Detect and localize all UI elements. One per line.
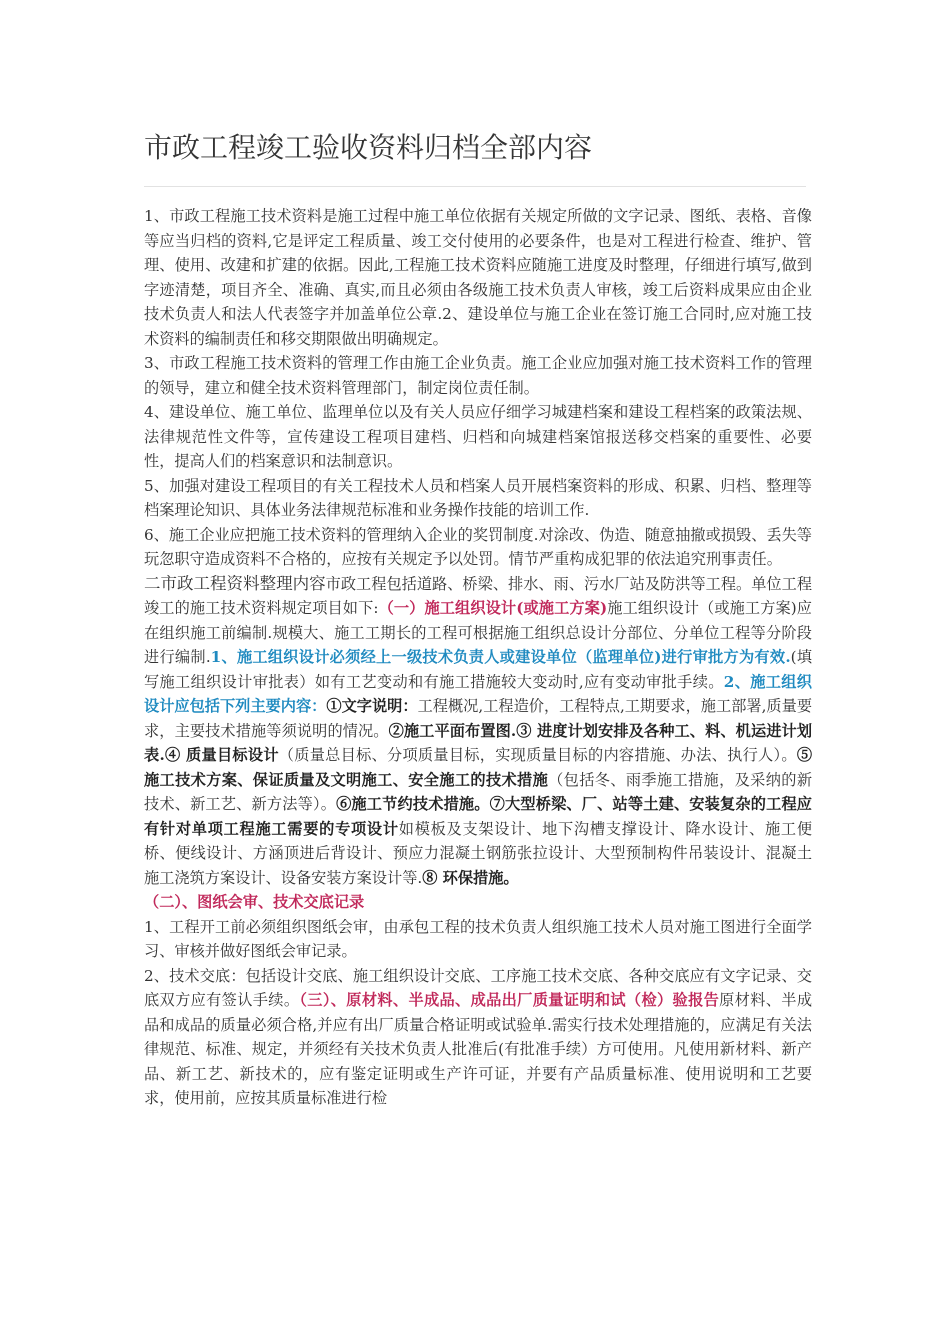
section-2-bold-3: ⑤施工技术方案、保证质量及文明施工、安全施工的技术措施 <box>144 746 812 789</box>
paragraph-drawing-review: 1、工程开工前必须组织图纸会审，由承包工程的技术负责人组织施工技术人员对施工图进行全面学习、审核并做好图纸会审记录。 <box>144 917 812 960</box>
paragraph-section-2 <box>144 572 812 891</box>
subheading-materials: （三）、原材料、半成品、成品出厂质量证明和试（检）验报告 <box>299 991 720 1009</box>
paragraph-1: 1、市政工程施工技术资料是施工过程中施工单位依据有关规定所做的文字记录、图纸、表格、音像等应当归档的资料,它是评定工程质量、竣工交付使用的必要条件，也是对工程进行检查、维护、管理、使用、改建和扩建的依据。因此,工程施工技术资料应随施工进度及时整理，仔细进行填写,做到字迹清楚，项目齐全、准确、真实,而且必须由各级施工技术负责人审核，竣工后资料成果应由企业技术负责人和法人代表签字并加盖单位公章.2、建设单位与施工企业在签订施工合同时,应对施工技术资料的编制责任和移交期限做出明确规定。 <box>144 207 812 348</box>
subheading-drawing-review: （二）、图纸会审、技术交底记录 <box>144 893 365 911</box>
title-divider <box>144 186 806 187</box>
section-2-text-5: （质量总目标、分项质量目标，实现质量目标的内容措施、办法、执行人）。 <box>278 746 797 764</box>
paragraph-4: 4、建设单位、施工单位、监理单位以及有关人员应仔细学习城建档案和建设工程档案的政策法规、法律规范性文件等，宣传建设工程项目建档、归档和向城建档案馆报送移交档案的重要性、必要性，提高人们的档案意识和法制意识。 <box>144 403 812 470</box>
page-title: 市政工程竣工验收资料归档全部内容 <box>144 131 593 164</box>
section-2-bold-2: ②施工平面布置图.③ 进度计划安排及各种工、料、机运进计划表.④ 质量目标设计 <box>144 721 813 764</box>
section-2-text-6: （包括冬、雨季施工措施，及采纳的新技术、新工艺、新方法等）。 <box>144 770 813 813</box>
section-2-text-3: (填写施工组织设计审批表）如有工艺变动和有施工措施较大变动时,应有变动审批手续。 <box>144 648 813 691</box>
paragraph-5: 5、加强对建设工程项目的有关工程技术人员和档案人员开展档案资料的形成、积累、归档、整理等档案理论知识、具体业务法律规范标准和业务操作技能的培训工作. <box>144 476 812 519</box>
materials-text: 原材料、半成品和成品的质量必须合格,并应有出厂质量合格证明或试验单.需实行技术处理措施的，应满足有关法律规范、标准、规定，并须经有关技术负责人批准后(有批准手续）方可使用。凡使用新材料、新产品、新工艺、新技术的，应有鉴定证明或生产许可证，并要有产品质量标准、使用说明和工艺要求，使用前，应按其质量标准进行检 <box>144 991 813 1107</box>
section-2-text-1: 市政工程包括道路、桥梁、排水、雨、污水厂站及防洪等工程。单位工程竣工的施工技术资料规定项目如下: <box>144 574 813 617</box>
section-2-heading: 二市政工程资料整理内容 <box>144 573 326 593</box>
tech-disclosure-text: 2、技术交底：包括设计交底、施工组织设计交底、工序施工技术交底、各种交底应有文字记录、交底双方应有签认手续。 <box>144 966 812 1009</box>
section-2-subheading-1: （一）施工组织设计(或施工方案) <box>378 599 608 617</box>
section-2-text-2: 施工组织设计（或施工方案)应在组织施工前编制.规模大、施工工期长的工程可根据施工组织总设计分部位、分单位工程等分阶段进行编制. <box>144 599 812 666</box>
paragraph-3: 3、市政工程施工技术资料的管理工作由施工企业负责。施工企业应加强对施工技术资料工作的管理的领导，建立和健全技术资料管理部门，制定岗位责任制。 <box>144 354 812 397</box>
section-2-highlight-1: 1、施工组织设计必须经上一级技术负责人或建设单位（监理单位)进行审批方为有效. <box>210 648 791 666</box>
section-2-text-4: 工程概况,工程造价，工程特点,工期要求，施工部署,质量要求，主要技术措施等须说明的情况。 <box>144 697 813 740</box>
section-2-bold-4: ⑥施工节约技术措施。⑦大型桥梁、厂、站等土建、安装复杂的工程应有针对单项工程施工需要的专项设计 <box>144 795 812 838</box>
section-2-highlight-2: 2、施工组织设计应包括下列主要内容： <box>144 672 812 715</box>
section-2-bold-1: ①文字说明： <box>326 697 418 715</box>
paragraph-tech-disclosure <box>144 964 812 1111</box>
section-2-text-7: 如模板及支架设计、地下沟槽支撑设计、降水设计、施工便桥、便线设计、方涵顶进后背设计、预应力混凝土钢筋张拉设计、大型预制构件吊装设计、混凝土施工浇筑方案设计、设备安装方案设计等. <box>144 819 813 887</box>
paragraph-6: 6、施工企业应把施工技术资料的管理纳入企业的奖罚制度.对涂改、伪造、随意抽撤或损毁、丢失等玩忽职守造成资料不合格的，应按有关规定予以处罚。情节严重构成犯罪的依法追究刑事责任。 <box>144 525 812 568</box>
document-body <box>144 204 812 1111</box>
section-2-bold-5: ⑧ 环保措施。 <box>422 868 519 887</box>
